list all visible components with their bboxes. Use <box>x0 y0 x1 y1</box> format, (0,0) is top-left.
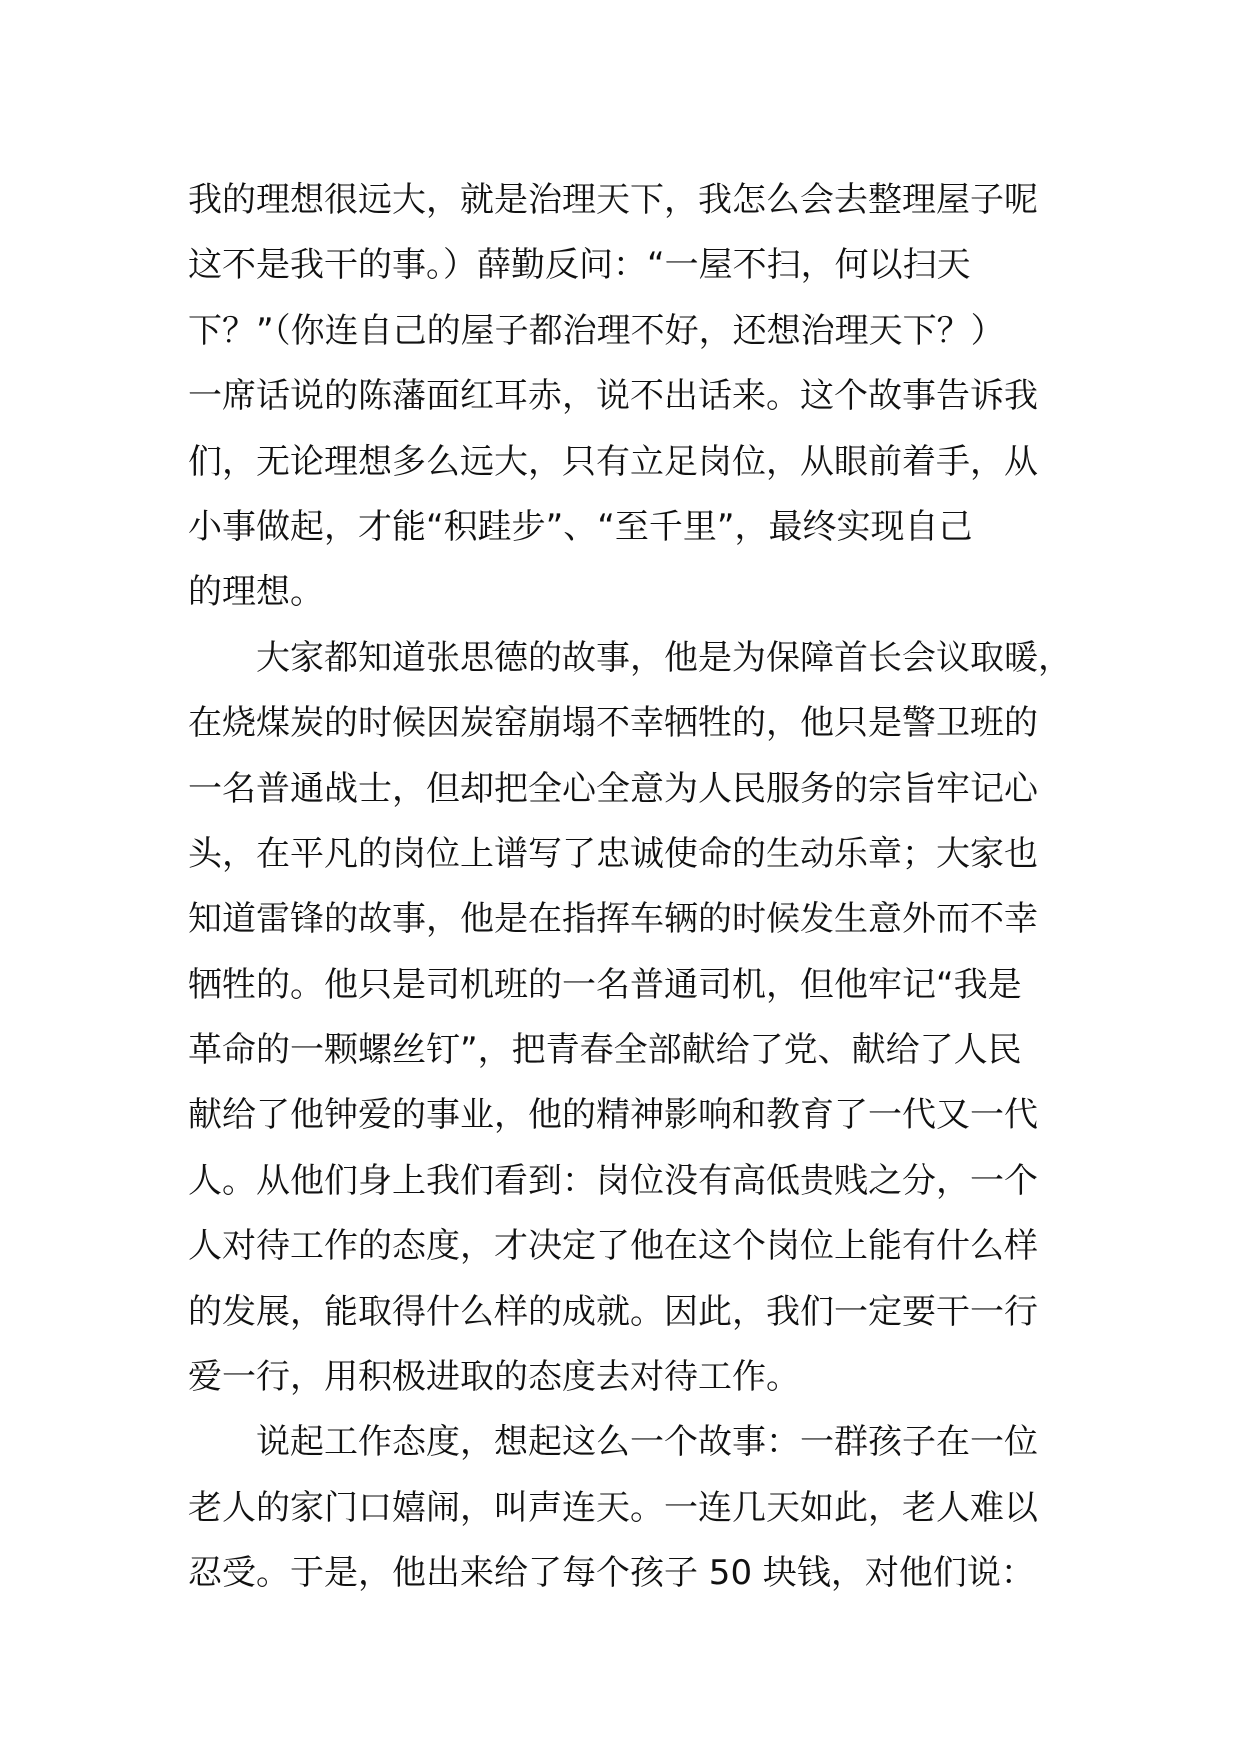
text-line: 忍受。于是，他出来给了每个孩子 50 块钱，对他们说： <box>188 1553 1035 1594</box>
text-line: 人。从他们身上我们看到：岗位没有高低贵贱之分，一个 <box>188 1160 1038 1201</box>
text-line: 人对待工作的态度，才决定了他在这个岗位上能有什么样 <box>188 1226 1038 1267</box>
text-line: 的发展，能取得什么样的成就。因此，我们一定要干一行 <box>188 1291 1038 1332</box>
text-line: 革命的一颗螺丝钉”，把青春全部献给了党、献给了人民 <box>188 1030 1022 1071</box>
text-line: 一席话说的陈藩面红耳赤，说不出话来。这个故事告诉我 <box>188 376 1038 417</box>
text-line: 下？”（你连自己的屋子都治理不好，还想治理天下？） <box>188 310 1005 351</box>
text-line: 爱一行，用积极进取的态度去对待工作。 <box>188 1357 800 1398</box>
text-line: 献给了他钟爱的事业，他的精神影响和教育了一代又一代 <box>188 1095 1038 1136</box>
text-line: 这不是我干的事。）薛勤反问：“一屋不扫，何以扫天 <box>188 245 971 286</box>
text-line: 在烧煤炭的时候因炭窑崩塌不幸牺牲的，他只是警卫班的 <box>188 703 1038 744</box>
text-line: 小事做起，才能“积跬步”、“至千里”，最终实现自己 <box>188 506 973 547</box>
text-line: 我的理想很远大，就是治理天下，我怎么会去整理屋子呢 <box>188 180 1038 220</box>
text-line: 说起工作态度，想起这么一个故事：一群孩子在一位 <box>188 1422 1038 1463</box>
text-line: 牺牲的。他只是司机班的一名普通司机，但他牢记“我是 <box>188 964 1022 1005</box>
text-line: 的理想。 <box>188 572 324 613</box>
body-text <box>188 168 1072 1607</box>
text-line: 一名普通战士，但却把全心全意为人民服务的宗旨牢记心 <box>188 768 1038 809</box>
text-line: 头，在平凡的岗位上谱写了忠诚使命的生动乐章；大家也 <box>188 833 1038 874</box>
text-line: 老人的家门口嬉闹，叫声连天。一连几天如此，老人难以 <box>188 1487 1038 1528</box>
text-line: 知道雷锋的故事，他是在指挥车辆的时候发生意外而不幸 <box>188 899 1038 940</box>
text-line: 大家都知道张思德的故事，他是为保障首长会议取暖， <box>188 637 1072 678</box>
text-line: 们，无论理想多么远大，只有立足岗位，从眼前着手，从 <box>188 441 1038 482</box>
